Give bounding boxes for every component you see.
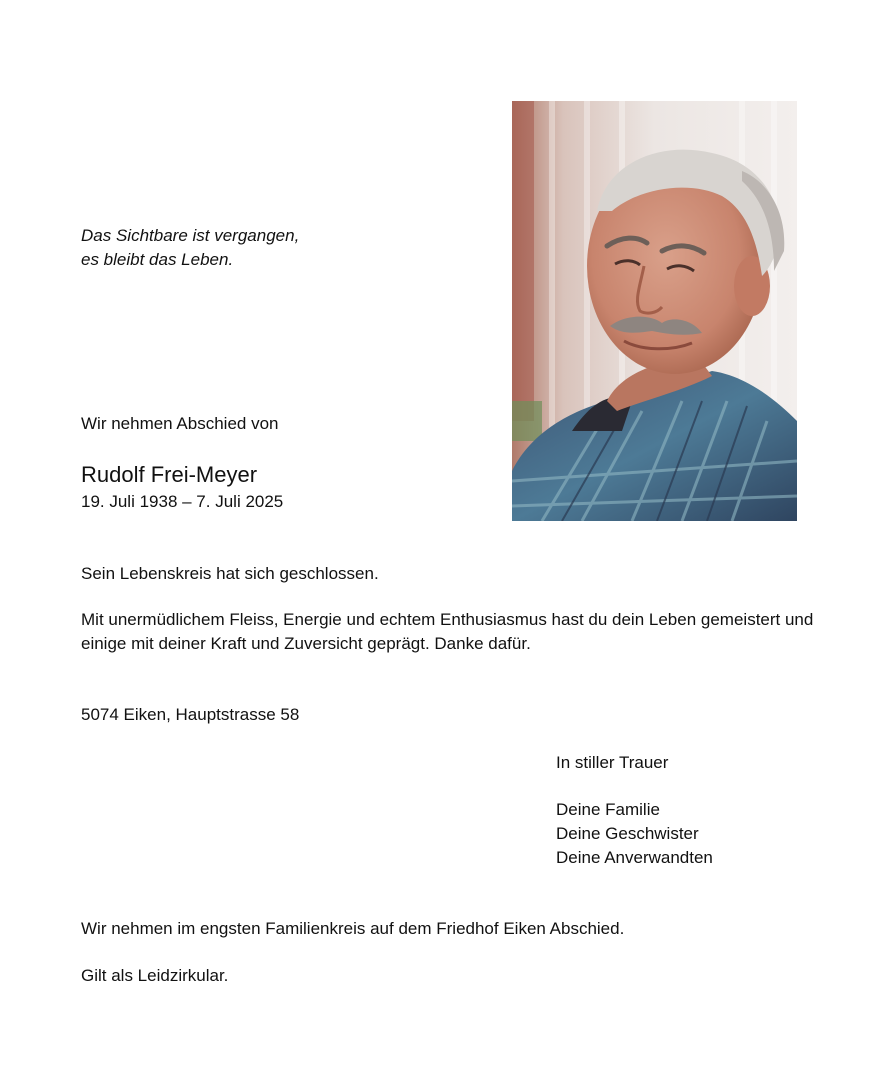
mourner-relatives: Deine Anverwandten xyxy=(556,848,713,867)
farewell-intro: Wir nehmen Abschied von xyxy=(81,414,279,433)
quote-line-1: Das Sichtbare ist vergangen, xyxy=(81,226,300,245)
quote-line-2: es bleibt das Leben. xyxy=(81,250,234,269)
life-circle-text: Sein Lebenskreis hat sich geschlossen. xyxy=(81,564,379,583)
life-dates: 19. Juli 1938 – 7. Juli 2025 xyxy=(81,492,284,511)
mourner-family: Deine Familie xyxy=(556,800,660,819)
address: 5074 Eiken, Hauptstrasse 58 xyxy=(81,705,300,724)
memorial-quote xyxy=(81,224,299,272)
mourner-siblings: Deine Geschwister xyxy=(556,824,699,843)
portrait-photo xyxy=(512,101,797,521)
funeral-note: Wir nehmen im engsten Familienkreis auf dem Friedhof Eiken Abschied. xyxy=(81,919,625,938)
tribute-text xyxy=(81,608,813,656)
tribute-line-2: einige mit deiner Kraft und Zuversicht geprägt. Danke dafür. xyxy=(81,634,531,653)
circular-note: Gilt als Leidzirkular. xyxy=(81,966,229,985)
tribute-line-1: Mit unermüdlichem Fleiss, Energie und echtem Enthusiasmus hast du dein Leben gemeistert und xyxy=(81,610,814,629)
deceased-name: Rudolf Frei-Meyer xyxy=(81,462,258,487)
mourners-heading: In stiller Trauer xyxy=(556,753,669,772)
mourners-list xyxy=(556,798,713,870)
